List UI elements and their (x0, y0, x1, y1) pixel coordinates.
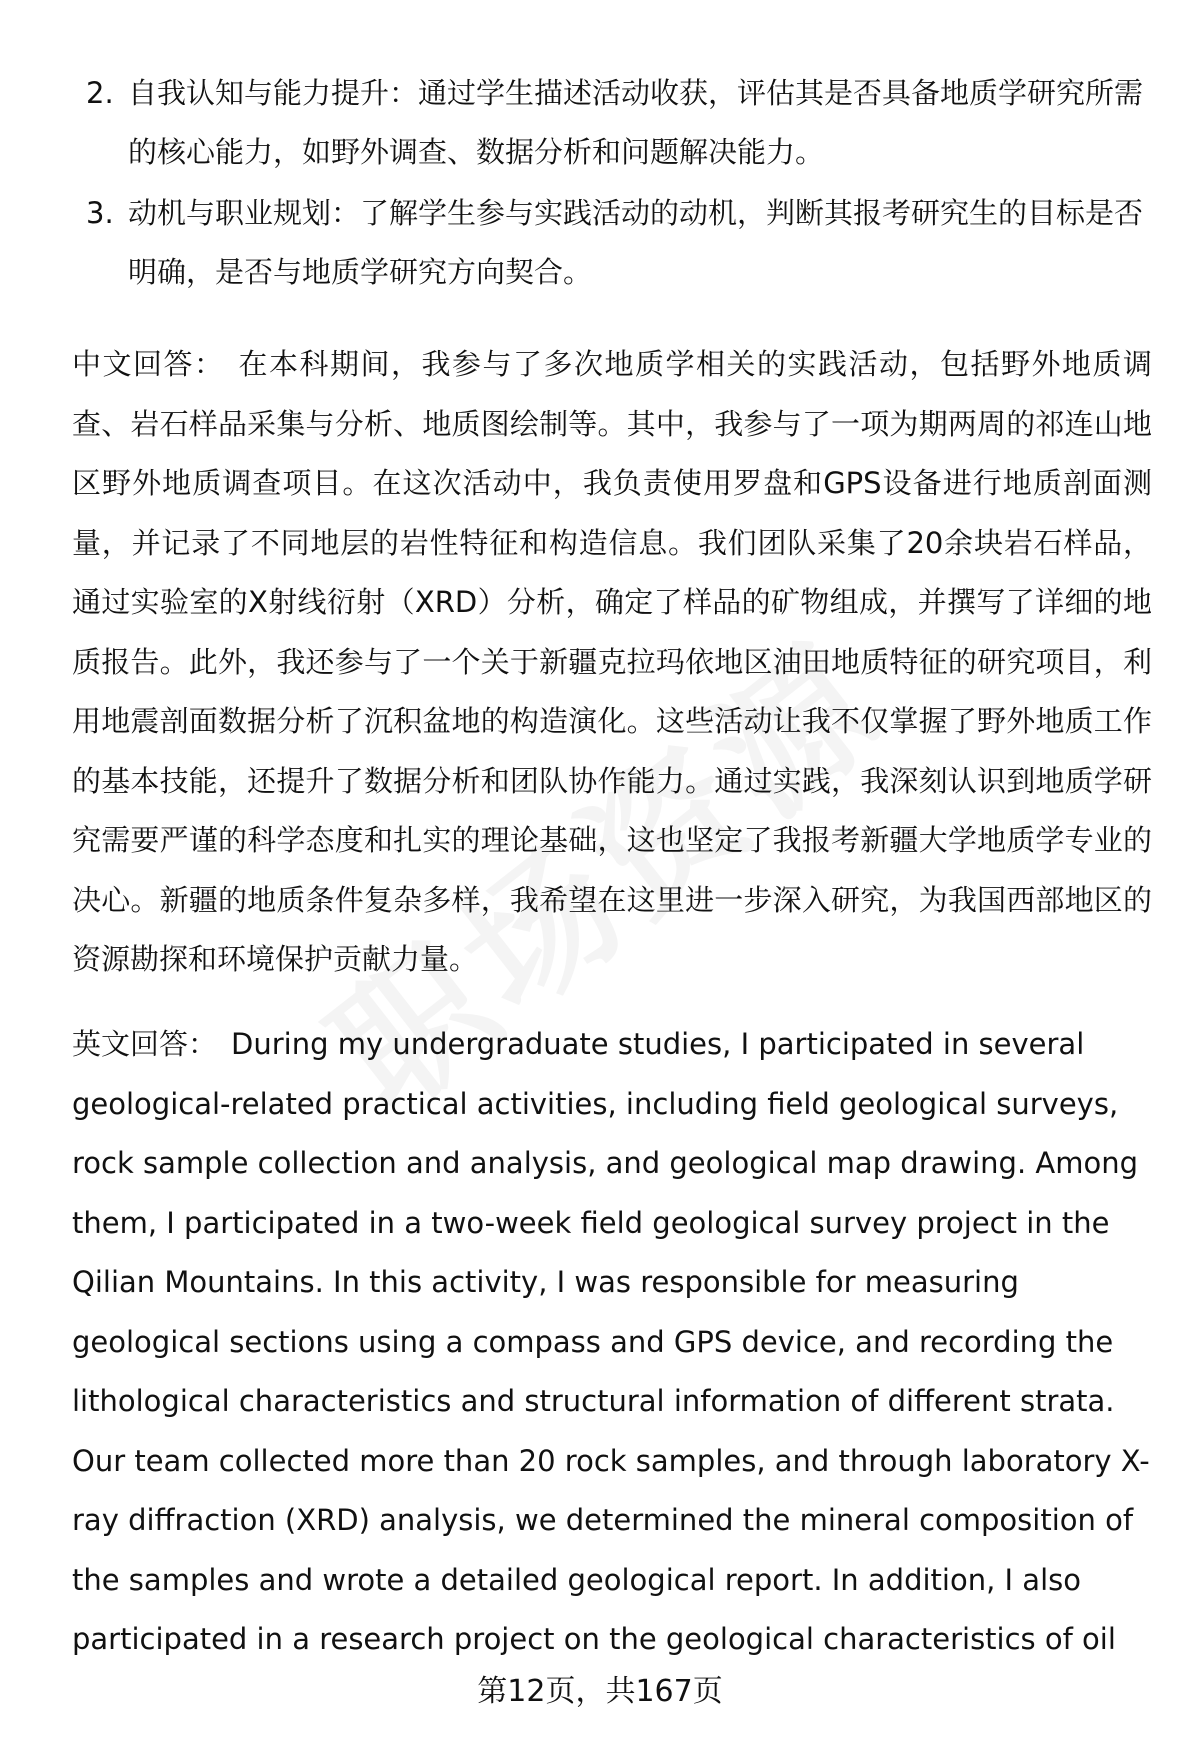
evaluation-point-list (76, 64, 1146, 304)
list-item-number: 2. (86, 76, 114, 110)
english-answer-paragraph (72, 1015, 1152, 1670)
chinese-answer-paragraph (72, 335, 1152, 990)
page-number: 第12页，共167页 (477, 1674, 723, 1709)
chinese-answer-label: 中文回答： (72, 347, 225, 381)
chinese-answer-text: 在本科期间，我参与了多次地质学相关的实践活动，包括野外地质调查、岩石样品采集与分析、地质图绘制等。其中，我参与了一项为期两周的祁连山地区野外地质调查项目。在这次活动中，我负责使用罗盘和GPS设备进行地质剖面测量，并记录了不同地层的岩性特征和构造信息。我们团队采集了20余块岩石样品，通过实验室的X射线衍射（XRD）分析，确定了样品的矿物组成，并撰写了详细的地质报告。此外，我还参与了一个关于新疆克拉玛依地区油田地质特征的研究项目，利用地震剖面数据分析了沉积盆地的构造演化。这些活动让我不仅掌握了野外地质工作的基本技能，还提升了数据分析和团队协作能力。通过实践，我深刻认识到地质学研究需要严谨的科学态度和扎实的理论基础，这也坚定了我报考新疆大学地质学专业的决心。新疆的地质条件复杂多样，我希望在这里进一步深入研究，为我国西部地区的资源勘探和环境保护贡献力量。 (72, 347, 1152, 976)
english-answer-text: During my undergraduate studies, I participated in several geological-related practical activities, including field geological surveys, rock sample collection and analysis, and geological map drawing. Among them, I participated in a two-week field geological survey project in the Qilian Mountains. In this activity, I was responsible for measuring geological sections using a compass and GPS device, and recording the lithological characteristics and structural information of different strata. Our team collected more than 20 rock samples, and through laboratory X-ray diffraction (XRD) analysis, we determined the mineral composition of the samples and wrote a detailed geological report. In addition, I also participated in a research project on the geological characteristics of oil (72, 1027, 1150, 1656)
english-answer-label: 英文回答： (72, 1027, 218, 1061)
list-item (76, 184, 1146, 302)
list-item-text: 自我认知与能力提升：通过学生描述活动收获，评估其是否具备地质学研究所需的核心能力，如野外调查、数据分析和问题解决能力。 (128, 76, 1144, 169)
list-item (76, 64, 1146, 182)
list-item-text: 动机与职业规划：了解学生参与实践活动的动机，判断其报考研究生的目标是否明确，是否与地质学研究方向契合。 (128, 196, 1144, 289)
list-item-number: 3. (86, 196, 114, 230)
